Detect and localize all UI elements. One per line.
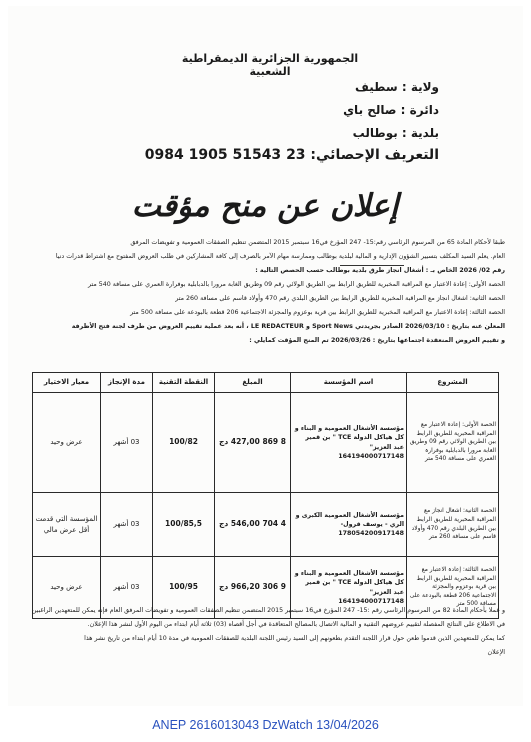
table-header-row [33,373,499,393]
header-criteria: معيار الاختيار [33,373,101,393]
bidder-cell: مؤسسة الأشغال العمومية و البناء و كل هياكل الدولة TCE " بن قمير عبد العزيز" 164194000717148 [291,557,407,619]
score-cell: 100/82 [153,393,215,493]
project-cell: الحصة الأولى: إعادة الاعتبار مع المراقبة المخبرية للطريق الرابط بين الطريق الولائي رقم 09 وطريق الغابة مرورا بالدبابلية بوفرارة العمري على مسافة 540 متر [407,393,499,493]
lot-1-line: الحصة الأولى: إعادة الاعتبار مع المراقبة المخبرية للطريق الرابط بين الطريق الولائي رقم 09 وطريق الغابة مرورا بالدبابلية بوفرارة العمري على مسافة 540 متر [87,281,505,288]
duration-cell: 03 أشهر [101,393,153,493]
project-cell: الحصة الثالثة: إعادة الاعتبار مع المراقبة المخبرية للطريق الرابط بين قرية بوعزوم والمجزئة الاجتماعية 206 قطعة بالبودعة على مسافة 500 متر [407,557,499,619]
amount-cell: 4 704 546,00 دج [215,493,291,557]
body-paragraph-4: المعلن عنه بتاريخ : 2026/03/10 الصادر بجريدتي Sport News و LE REDACTEUR ، أنه بعد عملية تقييم العروض من طرف لجنة فتح الأظرفة [71,323,505,330]
body-paragraph-3: رقم 02/ 2026 الخاص بـ : أشغال انجاز طرق بلدية بوطالب حسب الحصص التالية : [255,267,505,274]
commune-line: بلدية : بوطالب [352,126,439,140]
header-project: المشروع [407,373,499,393]
body-paragraph-1: طبقا لأحكام المادة 65 من المرسوم الرئاسي رقم:15- 247 المؤرخ في16 سبتمبر 2015 المتضمن تنظيم الصفقات العمومية و تفويضات المرفق [130,239,505,246]
footer-reference: ANEP 2616013043 DzWatch 13/04/2026 [152,718,379,732]
amount-cell: 8 869 427,00 دج [215,393,291,493]
header-duration: مدة الإنجاز [101,373,153,393]
wilaya-line: ولاية : سطيف [354,80,439,94]
daira-line: دائرة : صالح باي [343,103,439,117]
amount-cell: 9 306 966,20 دج [215,557,291,619]
score-cell: 100/85,5 [153,493,215,557]
criteria-cell: عرض وحيد [33,393,101,493]
underline [340,265,404,266]
notice-title: إعلان عن منح مؤقت [131,188,399,224]
criteria-cell: عرض وحيد [33,557,101,619]
closing-line-2: في الاطلاع على النتائج المفصلة لتقييم عروضهم التقنية و المالية الاتصال بالمصالح المتعاقدة في أجل أقصاه (03) ثلاثة أيام ابتداء من اليوم الأول لنشر هذا الإعلان. [87,621,505,628]
bidder-cell: مؤسسة الأشغال العمومية الكبرى و الري - يوسف قرول- 178054200917148 [291,493,407,557]
table-row [33,493,499,557]
criteria-cell: المؤسسة التي قدمت أقل عرض مالي [33,493,101,557]
project-cell: الحصة الثانية: اشغال انجاز مع المراقبة المخبرية للطريق الرابط بين الطريق البلدي رقم 470 وأولاد قاسم على مسافة 260 متر [407,493,499,557]
header-score: النقطة التقنية [153,373,215,393]
bidder-cell: مؤسسة الأشغال العمومية و البناء و كل هياكل الدولة TCE " بن قمير عبد العزيز" 164194000717148 [291,393,407,493]
republic-heading: الجمهورية الجزائرية الديمقراطية الشعبية [181,52,359,78]
lot-2-line: الحصة الثانية: اشغال انجاز مع المراقبة المخبرية للطريق الرابط بين الطريق البلدي رقم 470 وأولاد قاسم على مسافة 260 متر [175,295,505,302]
header-amount: المبلغ [215,373,291,393]
tax-id-line: التعريف الإحصائي: 23 51543 1905 0984 [144,147,439,163]
duration-cell: 03 أشهر [101,557,153,619]
lot-3-line: الحصة الثالثة: إعادة الاعتبار مع المراقبة المخبرية للطريق الرابط بين قرية بوعزوم والمجزئة الاجتماعية 206 قطعة بالبودعة على مسافة 500 متر [130,309,505,316]
closing-line-1: و عملا بأحكام المادة 82 من المرسوم الرئاسي رقم :15- 247 المؤرخ في16 سبتمبر 2015 المتضمن تنظيم الصفقات العمومية و تفويضات المرفق العام فإنه يمكن للمتعهدين الراغبين [31,607,505,614]
score-cell: 100/95 [153,557,215,619]
award-table [32,372,499,619]
body-paragraph-5: و تقييم العروض المنعقدة اجتماعها بتاريخ : 2026/03/26 تم المنح المؤقت كمايلي : [249,337,505,344]
closing-line-3: كما يمكن للمتعهدين الذين قدموا طعن حول قرار اللجنة التقدم بطعونهم إلى السيد رئيس اللجنة البلدية للصفقات العمومية في مدة 10 أيام ابتداء من تاريخ نشر هذا [84,635,505,642]
closing-line-4: الإعلان [487,649,505,656]
body-paragraph-2: العام. يعلم السيد المكلف بتسيير الشؤون الإدارية و المالية لبلدية بوطالب وممارسة مهام الآمر بالصرف إلى كافة المشاركين في طلب العروض المفتوح مع اشتراط قدرات دنيا [55,253,505,260]
table-row [33,393,499,493]
header-bidder: اسم المؤسسة [291,373,407,393]
duration-cell: 03 أشهر [101,493,153,557]
